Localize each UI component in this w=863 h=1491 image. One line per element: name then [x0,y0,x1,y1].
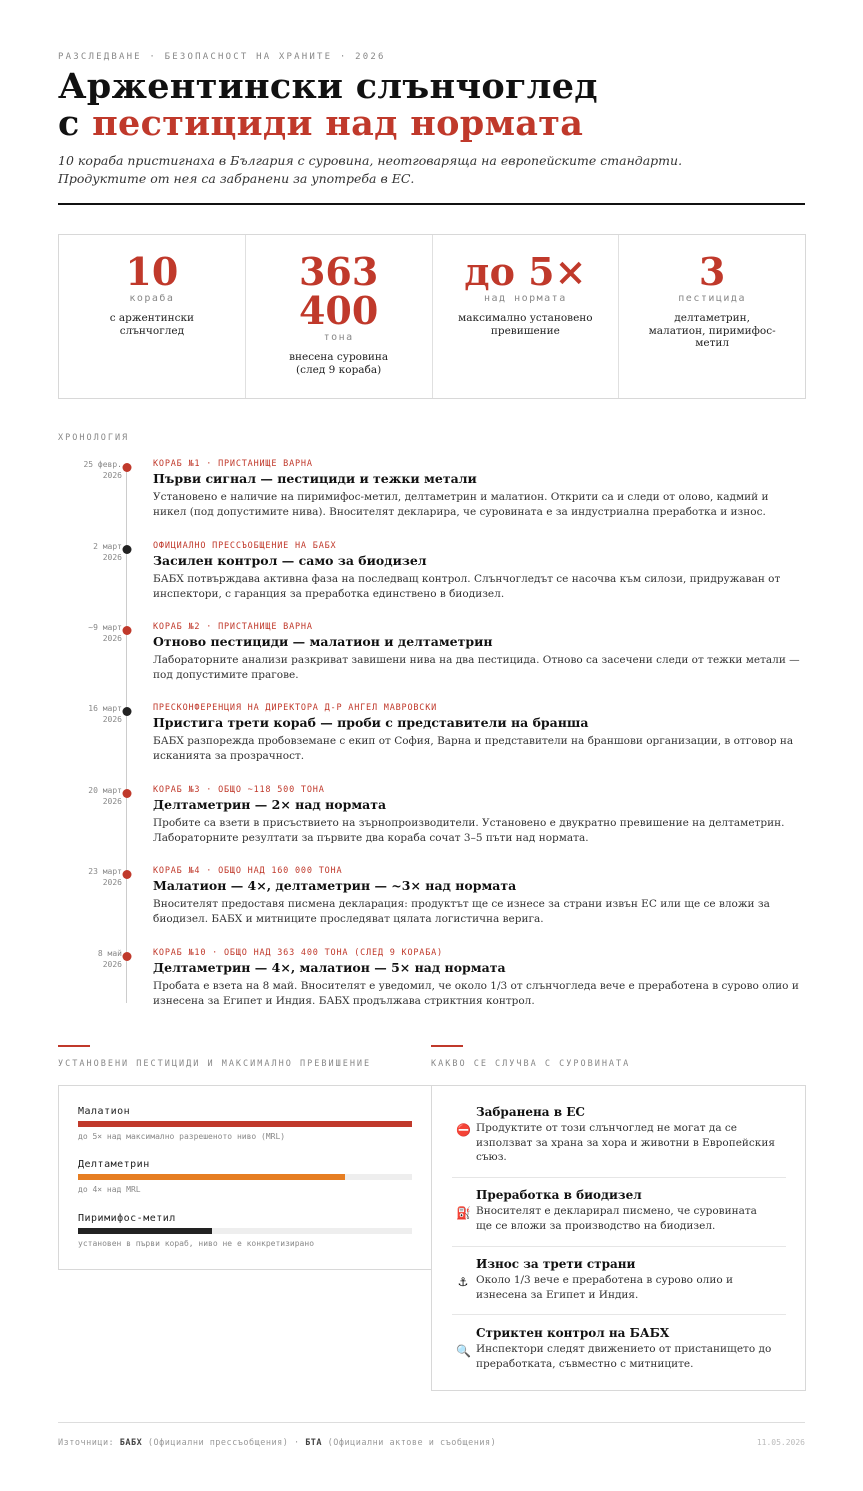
title-rule [58,203,805,205]
fate-title: Стриктен контрол на БАБХ [476,1326,670,1340]
stat-number: до 5× [464,249,587,294]
stat-number: 3 [698,249,726,294]
event-tag: ПРЕСКОНФЕРЕНЦИЯ НА ДИРЕКТОРА Д-Р АНГЕЛ МАВРОВСКИ [153,703,438,713]
event-title: Делтаметрин — 2× над нормата [153,797,387,812]
deck-line-1: 10 кораба пристигнаха в България с суровина, неотговаряща на европейските стандарти. [58,153,683,168]
event-year: 2026 [102,878,122,887]
event-year: 2026 [102,634,122,643]
pesticide-track [78,1174,412,1180]
pesticide-row [78,1106,412,1141]
stat-unit: кораба [129,293,175,304]
event-day: 2 март [93,542,122,551]
timeline-label: ХРОНОЛОГИЯ [58,433,130,443]
event-title: Отново пестициди — малатион и делтаметрин [153,634,493,649]
event-title: Засилен контрол — само за биодизел [153,553,427,568]
pesticide-note: установен в първи кораб, ниво не е конкретизирано [78,1239,315,1248]
event-dot [123,870,132,879]
event-dot [123,707,132,716]
stat-desc: максимално установено превишение [458,312,593,337]
stats-panel [58,234,806,399]
event-dot [123,952,132,961]
stat-number: 363 400 [298,249,379,333]
event-day: 16 март [88,704,122,713]
pesticide-fill [78,1174,345,1180]
fate-label: КАКВО СЕ СЛУЧВА С СУРОВИНАТА [431,1059,631,1069]
fuel-pump-icon: ⛽ [456,1206,471,1220]
pesticide-name: Малатион [78,1106,131,1117]
event-day: 25 февр. [83,460,122,469]
event-day: 23 март [88,867,122,876]
headline-line-1: Аржентински слънчоглед [58,66,598,107]
pesticide-note: до 4× над MRL [78,1185,141,1194]
pesticide-track [78,1228,412,1234]
pesticide-name: Пиримифос-метил [78,1213,176,1224]
pesticide-track [78,1121,412,1127]
event-text: Пробата е взета на 8 май. Вносителят е уведомил, че около 1/3 от слънчогледа вече е преработена в сурово олио и изнесена за Египет и Индия. БАБХ продължава стриктния контрол. [153,980,799,1007]
event-tag: КОРАБ №2 · ПРИСТАНИЩЕ ВАРНА [153,622,313,632]
event-tag: КОРАБ №1 · ПРИСТАНИЩЕ ВАРНА [153,459,313,469]
fate-panel [431,1085,806,1391]
headline-accent: пестициди над нормата [92,103,584,144]
fate-divider [452,1177,786,1178]
deck-line-2: Продуктите от нея са забранени за употреба в ЕС. [58,171,415,186]
magnifier-icon: 🔍 [456,1344,471,1358]
event-title: Делтаметрин — 4×, малатион — 5× над нормата [153,960,506,975]
pesticide-fill [78,1228,212,1234]
event-title: Пристига трети кораб — проби с представители на бранша [153,715,589,730]
fate-title: Преработка в биодизел [476,1188,642,1202]
event-title: Малатион — 4×, делтаметрин — ~3× над нормата [153,878,517,893]
event-day: 8 май [97,949,122,958]
event-tag: КОРАБ №4 · ОБЩО НАД 160 000 ТОНА [153,866,343,876]
stat-unit: тона [323,332,354,343]
event-tag: КОРАБ №3 · ОБЩО ~118 500 ТОНА [153,785,325,795]
event-dot [123,789,132,798]
fate-title: Износ за трети страни [476,1257,636,1271]
pesticides-label: УСТАНОВЕНИ ПЕСТИЦИДИ И МАКСИМАЛНО ПРЕВИШЕНИЕ [58,1059,372,1069]
event-text: Установено е наличие на пиримифос-метил, делтаметрин и малатион. Открити са и следи от олово, кадмий и никел (под допустимите нива). Вносителят декларира, че суровината е за индустриална преработка и износ. [153,491,769,518]
event-text: Вносителят предоставя писмена декларация: продуктът ще се изнесе за страни извън ЕС или ще се вложи за биодизел. БАБХ и митниците проследяват цялата логистична верига. [153,898,770,925]
source-bta-note: (Официални актове и съобщения) [322,1438,497,1448]
fate-text: Вносителят е декларирал писмено, че суровината ще се вложи за производство на биодизел. [476,1205,757,1232]
fate-text: Продуктите от този слънчоглед не могат да се използват за храна за хора и животни в Европейския съюз. [476,1122,775,1163]
event-date [60,785,122,807]
event-tag: КОРАБ №10 · ОБЩО НАД 363 400 ТОНА (СЛЕД 9 КОРАБА) [153,948,443,958]
stat-number: 10 [125,249,179,294]
event-year: 2026 [102,797,122,806]
stat-unit: над нормата [484,293,567,304]
event-date [60,622,122,644]
event-year: 2026 [102,715,122,724]
event-dot [123,545,132,554]
event-title: Първи сигнал — пестициди и тежки метали [153,471,477,486]
fate-text: Инспектори следят движението от пристанището до преработката, съвместно с митниците. [476,1343,772,1370]
ban-icon: ⛔ [456,1123,471,1137]
footer-date: 11.05.2026 [756,1438,805,1447]
source-babh-note: (Официални прессъобщения) · [142,1438,306,1448]
headline-line-2 [58,105,598,142]
event-date [60,703,122,725]
pesticides-panel [58,1085,432,1270]
deck [58,152,798,188]
ship-icon: ⚓ [457,1275,469,1289]
footer-sources [58,1438,496,1448]
event-year: 2026 [102,960,122,969]
event-dot [123,463,132,472]
source-bta: БТА [305,1438,323,1448]
source-babh: БАБХ [119,1438,143,1448]
pesticide-row [78,1159,412,1194]
fate-divider [452,1314,786,1315]
event-day: 20 март [88,786,122,795]
kicker: РАЗСЛЕДВАНЕ · БЕЗОПАСНОСТ НА ХРАНИТЕ · 2026 [58,52,386,62]
event-text: Лабораторните анализи разкриват завишени нива на два пестицида. Отново са засечени следи от тежки метали — под допустимите прагове. [153,654,800,681]
pesticide-fill [78,1121,412,1127]
footer-rule [58,1422,805,1423]
event-date [60,866,122,888]
stat-unit: пестицида [678,293,746,304]
stat-pesticides [619,235,805,398]
headline [58,68,598,142]
stat-desc: делтаметрин, малатион, пиримифос-метил [648,312,776,349]
fate-text: Около 1/3 вече е преработена в сурово олио и изнесена за Египет и Индия. [476,1274,733,1301]
fate-title: Забранена в ЕС [476,1105,585,1119]
event-dot [123,626,132,635]
pesticide-row [78,1213,412,1248]
event-text: БАБХ потвърждава активна фаза на последващ контрол. Слънчогледът се насочва към силози, придружаван от инспектори, с гаранция за преработка единствено в биодизел. [153,573,781,600]
event-year: 2026 [102,553,122,562]
event-year: 2026 [102,471,122,480]
event-day: ~9 март [88,623,122,632]
headline-prefix: с [58,103,93,144]
stat-tons [246,235,433,398]
event-text: БАБХ разпорежда пробовземане с екип от София, Варна и представители на браншови организации, в отговор на исканията за прозрачност. [153,735,794,762]
event-date [60,948,122,970]
stat-ships [59,235,246,398]
fate-divider [452,1246,786,1247]
pesticides-accent [58,1045,90,1047]
event-date [60,541,122,563]
pesticide-note: до 5× над максимално разрешеното ниво (MRL) [78,1132,286,1141]
pesticide-name: Делтаметрин [78,1159,150,1170]
stat-desc: с аржентински слънчоглед [109,312,195,337]
event-date [60,459,122,481]
event-tag: ОФИЦИАЛНО ПРЕССЪОБЩЕНИЕ НА БАБХ [153,541,337,551]
stat-desc: внесена суровина (след 9 кораба) [289,351,389,376]
event-text: Пробите са взети в присъствието на зърнопроизводители. Установено е двукратно превишение на делтаметрин. Лабораторните резултати за първите два кораба сочат 3–5 пъти над нормата. [153,817,785,844]
footer-prefix: Източници: [58,1438,120,1448]
fate-accent [431,1045,463,1047]
stat-excess [433,235,620,398]
